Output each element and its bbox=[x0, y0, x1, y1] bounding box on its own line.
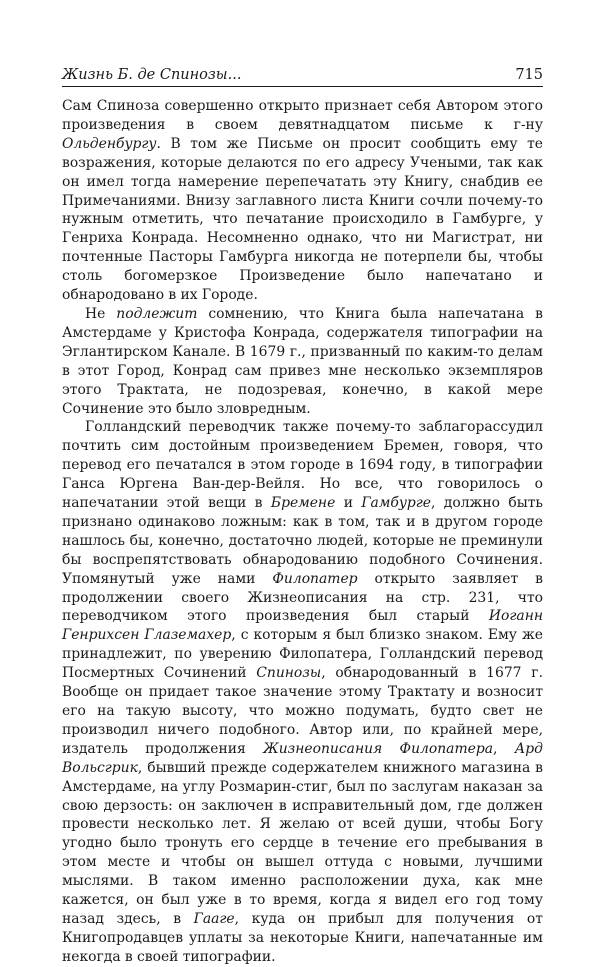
page-number: 715 bbox=[515, 67, 543, 83]
italic-text: Гааге bbox=[193, 910, 235, 927]
italic-text: Ард Вольсгрик bbox=[62, 740, 543, 776]
text-run: и bbox=[335, 495, 362, 512]
running-header bbox=[62, 66, 543, 87]
italic-text: Спинозы bbox=[256, 665, 322, 682]
italic-text: Иоганн Генрихсен Глаземахер bbox=[62, 608, 543, 644]
text-run: , бывший прежде содержателем книжного магазина в Амстердаме, на углу Розмарин-стиг, был по заслугам наказан за свою дерзость: он заключен в исправительный дом, где должен провести несколько лет. Я желаю от всей души, чтобы Богу угодно было тронуть его сердце в течение его пребывания в этом месте и чтобы он вышел оттуда с новыми, лучшими мыслями. В таком именно расположении духа, как мне кажется, он был уже в то время, когда я видел его год тому назад здесь, в bbox=[62, 759, 543, 927]
text-run: Сам Спиноза совершенно открыто признает себя Автором этого произведения в своем девятнадцатом письме к г-ну bbox=[62, 98, 543, 133]
paragraph-1 bbox=[62, 97, 543, 305]
italic-text: Бремене bbox=[270, 495, 336, 512]
text-run: , должно быть признано одинаково ложным: как в том, так и в другом городе нашлось бы, конечно, достаточно людей, которые не преминули бы воспрепятствовать обнародованию подобного Сочинения. Упомянутый уже нами bbox=[62, 495, 543, 587]
text-run: , куда он прибыл для получения от Книгопродавцев уплаты за некоторые Книги, напечатанные им некогда в своей типографии. bbox=[62, 910, 543, 965]
paragraph-2 bbox=[62, 305, 543, 418]
page-body bbox=[62, 97, 543, 967]
text-run: , обнародованный в 1677 г. Вообще он придает такое значение этому Трактату и возносит его на такую высоту, что можно подумать, будто свет не производил ничего подобного. Автор или, по крайней мере, издатель продолжения bbox=[62, 665, 543, 757]
italic-text: Ольденбургу bbox=[62, 135, 157, 152]
italic-text: Гамбурге bbox=[361, 495, 432, 512]
text-run: Не bbox=[85, 305, 117, 322]
text-run: сомнению, что Книга была напечатана в Амстердаме у Кристофа Конрада, содержателя типографии на Эглантирском Канале. В 1679 г., призванный по каким-то делам в этот Город, Конрад сам привез мне несколько экземпляров этого Трактата, не подозревая, конечно, в какой мере Сочинение это было зловредным. bbox=[62, 305, 543, 417]
italic-text: Филопатер bbox=[272, 570, 358, 587]
text-run: , с которым я был близко знаком. Ему же принадлежит, по уверению Филопатера, Голландский перевод Посмертных Сочинений bbox=[62, 627, 543, 682]
italic-text: Жизнеописания Филопатера bbox=[263, 740, 494, 757]
running-title: Жизнь Б. де Спинозы... bbox=[62, 67, 242, 83]
text-run: открыто заявляет в продолжении своего Жизнеописания на стр. 231, что переводчиком этого произведения был старый bbox=[62, 570, 543, 625]
text-run: . В том же Письме он просит сообщить ему те возражения, которые делаются по его адресу Учеными, так как он имел тогда намерение перепечатать эту Книгу, снабдив ее Примечаниями. Внизу заглавного листа Книги сочли почему-то нужным отметить, что печатание происходило в Гамбурге, у Генриха Конрада. Несомненно однако, что ни Магистрат, ни почтенные Пасторы Гамбурга никогда не потерпели бы, чтобы столь богомерзкое Произведение было напечатано и обнародовано в их Городе. bbox=[62, 135, 543, 304]
text-run: Голландский переводчик также почему-то заблагорассудил почтить сим достойным произведением Бремен, говоря, что перевод его печатался в этом городе в 1694 году, в типографии Ганса Юргена Ван-дер-Вейля. Но все, что говорилось о напечатании этой вещи в bbox=[62, 419, 543, 512]
paragraph-3 bbox=[62, 418, 543, 966]
text-run: , bbox=[493, 740, 515, 757]
italic-text: подлежит bbox=[116, 305, 198, 322]
